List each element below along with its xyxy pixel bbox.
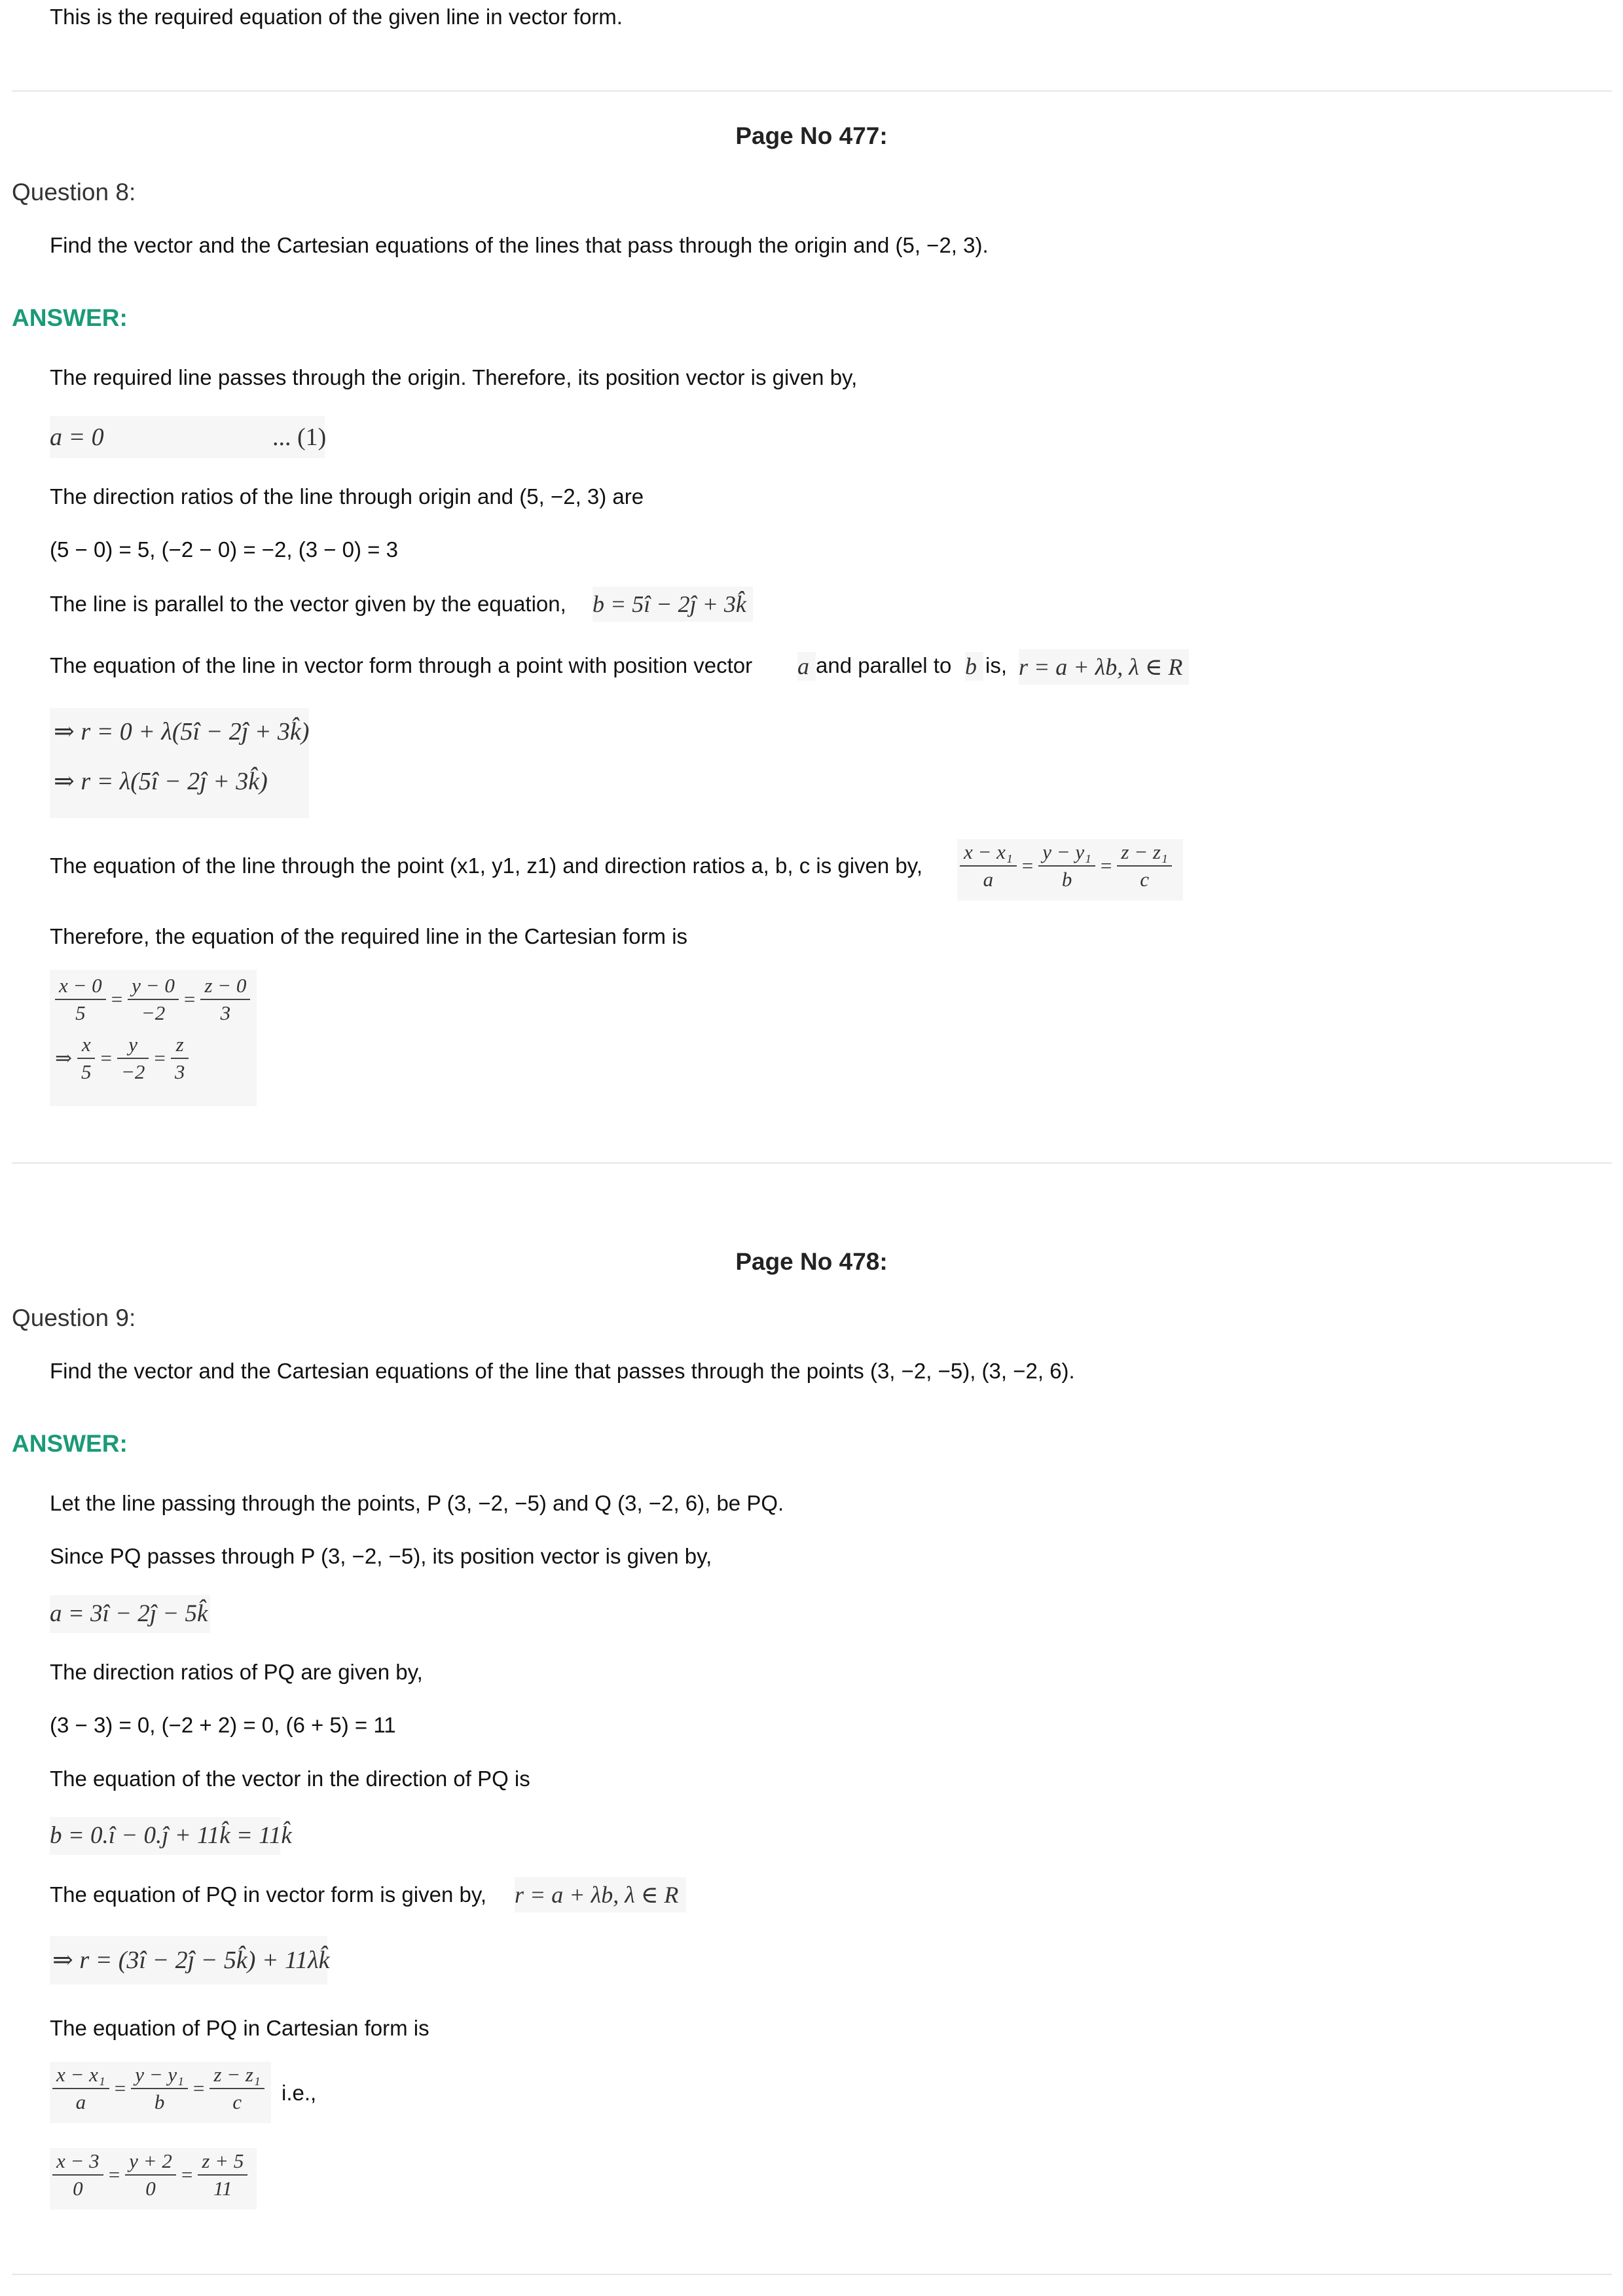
section-divider xyxy=(12,2274,1612,2275)
answer-heading: ANSWER: xyxy=(12,1430,128,1457)
answer-line: The line is parallel to the vector given by the equation, xyxy=(50,592,566,616)
answer-line: (3 − 3) = 0, (−2 + 2) = 0, (6 + 5) = 11 xyxy=(50,1713,396,1737)
section-divider xyxy=(12,1162,1612,1164)
equation-image xyxy=(50,1595,210,1633)
equation-image xyxy=(50,708,309,818)
question-prompt: Find the vector and the Cartesian equations of the lines that pass through the origin and (5, −2, 3). xyxy=(50,233,989,257)
math-text: b = 5î − 2ĵ + 3k̂ xyxy=(593,591,746,617)
answer-line: The required line passes through the origin. Therefore, its position vector is given by, xyxy=(50,365,858,389)
equation-image xyxy=(1019,649,1189,685)
answer-line: The direction ratios of PQ are given by, xyxy=(50,1660,423,1684)
equation-image: $\frac{\text{x − x₁}}{a}$ = $\frac{\text{y − y₁}}{b}$ = $\frac{\text{z − z₁}}{c}$ xyxy=(50,2062,271,2123)
answer-line: (5 − 0) = 5, (−2 − 0) = −2, (3 − 0) = 3 xyxy=(50,537,398,562)
answer-line: The equation of the line through the point (x1, y1, z1) and direction ratios a, b, c is given by, xyxy=(50,853,923,878)
section-divider xyxy=(12,90,1612,92)
math-text: a = 3î − 2ĵ − 5k̂ xyxy=(50,1600,208,1627)
math-text: ⇒ r = 0 + λ(5î − 2ĵ + 3k̂) xyxy=(54,718,310,745)
answer-heading: ANSWER: xyxy=(12,304,128,331)
equation-image: $\frac{x - 3}{0}$ = $\frac{y + 2}{0}$ = $\frac{z + 5}{11}$ xyxy=(50,2148,257,2210)
equation-image xyxy=(50,1817,292,1855)
equation-image: $\frac{\text{x − x₁}}{a}$ = $\frac{\text{y − y₁}}{b}$ = $\frac{\text{z − z₁}}{c}$ xyxy=(957,839,1183,901)
math-text: b = 0.î − 0.ĵ + 11k̂ = 11k̂ xyxy=(50,1822,292,1849)
answer-line: is, xyxy=(985,653,1007,677)
answer-line: The equation of PQ in Cartesian form is xyxy=(50,2016,429,2040)
equation-image xyxy=(965,652,983,681)
math-text: b xyxy=(965,653,977,679)
math-text: ⇒ r = λ(5î − 2ĵ + 3k̂) xyxy=(54,768,268,795)
answer-line: Since PQ passes through P (3, −2, −5), its position vector is given by, xyxy=(50,1544,712,1568)
equation-image xyxy=(50,416,325,458)
math-text: a xyxy=(797,653,809,679)
answer-line: The equation of the vector in the direction of PQ is xyxy=(50,1767,530,1791)
intro-text: This is the required equation of the given line in vector form. xyxy=(50,5,623,29)
math-text: ⇒ r = (3î − 2ĵ − 5k̂) + 11λk̂ xyxy=(52,1946,330,1974)
answer-line: The equation of the line in vector form through a point with position vector xyxy=(50,653,753,677)
page-number-heading: Page No 477: xyxy=(735,122,888,149)
question-prompt: Find the vector and the Cartesian equations of the line that passes through the points (3, −2, −5), (3, −2, 6). xyxy=(50,1359,1075,1383)
equation-image: $\frac{x - 0}{5}$ = $\frac{y - 0}{-2}$ = $\frac{z - 0}{3}$ ⇒ $\frac{x}{5}$ = $\frac{y}{-2}$ = $\frac{z}{3}$ xyxy=(50,970,257,1106)
ie-text: i.e., xyxy=(282,2081,317,2105)
equation-tag: ... (1) xyxy=(272,423,327,451)
answer-line: Therefore, the equation of the required line in the Cartesian form is xyxy=(50,924,688,948)
math-text: a = 0 xyxy=(50,423,104,451)
equation-image xyxy=(50,1936,330,1984)
question-heading: Question 8: xyxy=(12,179,136,206)
page-number-heading: Page No 478: xyxy=(735,1248,888,1275)
equation-image xyxy=(515,1877,686,1912)
answer-line: The equation of PQ in vector form is given by, xyxy=(50,1882,487,1907)
equation-image xyxy=(797,652,816,681)
equation-image xyxy=(593,586,753,622)
answer-line: and parallel to xyxy=(816,653,952,677)
answer-line: The direction ratios of the line through origin and (5, −2, 3) are xyxy=(50,484,644,509)
answer-line: Let the line passing through the points, P (3, −2, −5) and Q (3, −2, 6), be PQ. xyxy=(50,1491,784,1515)
question-heading: Question 9: xyxy=(12,1304,136,1331)
math-text: r = a + λb, λ ∈ R xyxy=(515,1882,679,1908)
math-text: r = a + λb, λ ∈ R xyxy=(1019,654,1183,680)
